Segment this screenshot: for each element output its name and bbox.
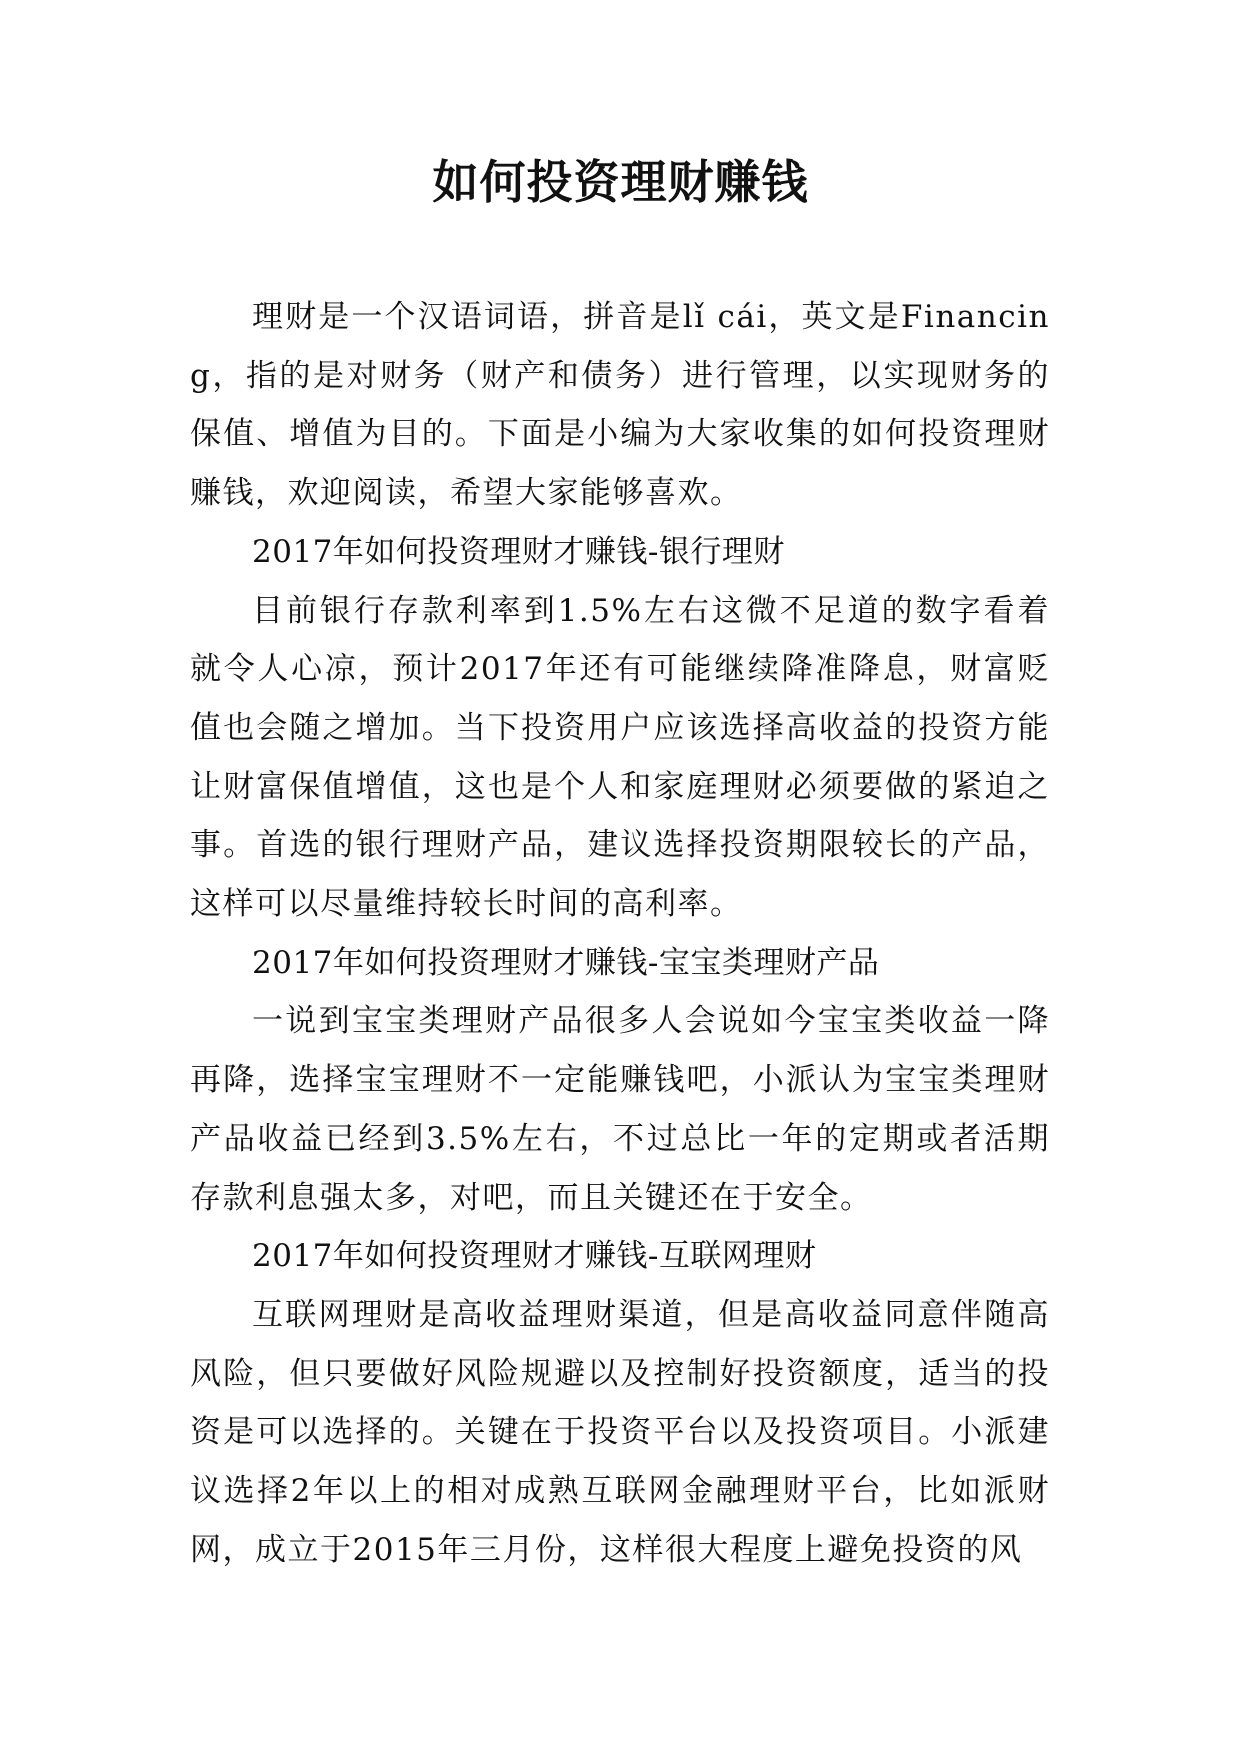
bank-paragraph: 目前银行存款利率到1.5%左右这微不足道的数字看着就令人心凉，预计2017年还有可能继续降准降息，财富贬值也会随之增加。当下投资用户应该选择高收益的投资方能让财富保值增值，这也是个人和家庭理财必须要做的紧迫之事。首选的银行理财产品，建议选择投资期限较长的产品，这样可以尽量维持较长时间的高利率。 <box>190 592 1050 923</box>
document-title: 如何投资理财赚钱 <box>432 155 809 209</box>
intro-paragraph: 理财是一个汉语词语，拼音是lǐ cái，英文是Financing，指的是对财务（财产和债务）进行管理，以实现财务的保值、增值为目的。下面是小编为大家收集的如何投资理财赚钱，欢迎阅读，希望大家能够喜欢。 <box>190 299 1050 512</box>
internet-paragraph: 互联网理财是高收益理财渠道，但是高收益同意伴随高风险，但只要做好风险规避以及控制好投资额度，适当的投资是可以选择的。关键在于投资平台以及投资项目。小派建议选择2年以上的相对成熟互联网金融理财平台，比如派财网，成立于2015年三月份，这样很大程度上避免投资的风 <box>190 1296 1050 1568</box>
document-body <box>190 288 1050 1579</box>
section-heading-bank: 2017年如何投资理财才赚钱-银行理财 <box>252 533 785 570</box>
section-heading-internet: 2017年如何投资理财才赚钱-互联网理财 <box>252 1238 817 1275</box>
section-heading-baobao: 2017年如何投资理财才赚钱-宝宝类理财产品 <box>252 944 880 981</box>
baobao-paragraph: 一说到宝宝类理财产品很多人会说如今宝宝类收益一降再降，选择宝宝理财不一定能赚钱吧，小派认为宝宝类理财产品收益已经到3.5%左右，不过总比一年的定期或者活期存款利息强太多，对吧，而且关键还在于安全。 <box>190 1003 1050 1216</box>
